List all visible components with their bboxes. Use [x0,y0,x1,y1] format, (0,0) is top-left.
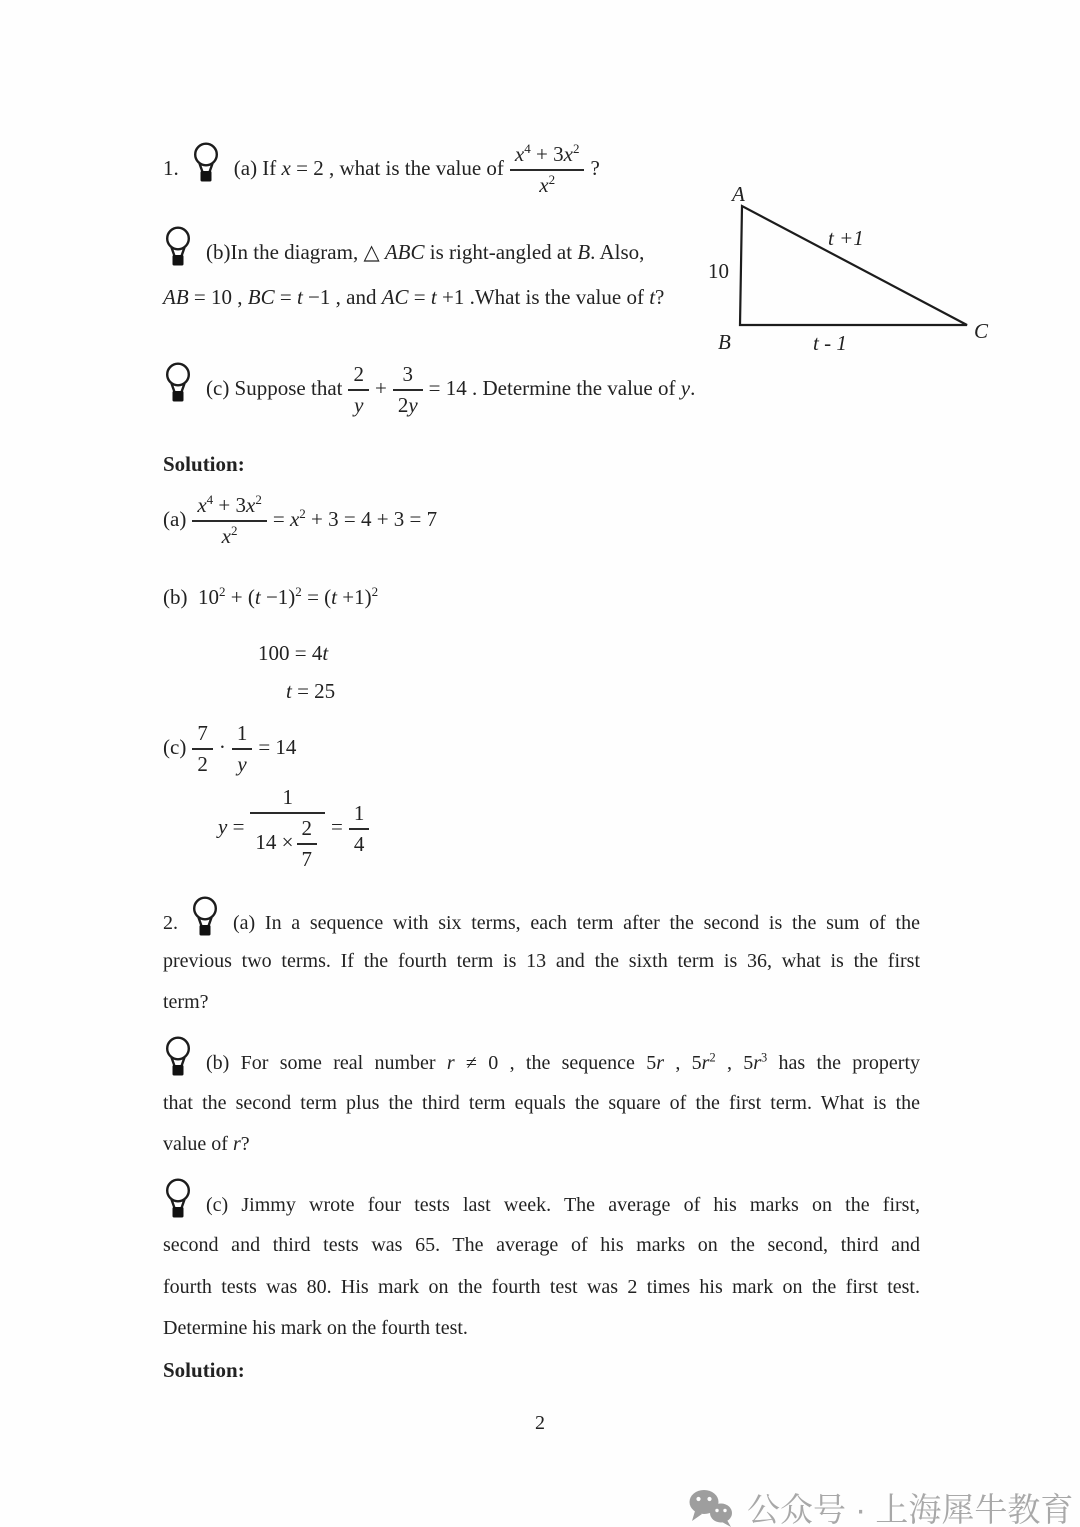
nested-fraction [297,817,318,871]
solution-1a-label: (a) [163,506,187,531]
problem-1a-question-mark: ? [590,156,600,180]
fraction [192,722,213,776]
vertex-label-a: A [732,183,745,206]
problem-2c-line1 [163,1178,920,1220]
lightbulb-icon [163,1036,193,1078]
equation-bc: BC = t −1 , [247,285,341,309]
fraction-numerator: 7 [197,721,208,745]
y-equals: y = [218,814,245,839]
watermark-text: 公众号 · 上海犀牛教育 [747,1491,1074,1527]
problem-1-number: 1. [163,156,179,180]
problem-2b-line2: that the second term plus the third term equals the square of the first term. What is the [163,1092,920,1114]
problem-1b-question-text: What is the value of [474,285,650,309]
solution-1a-line [163,494,437,548]
problem-1b-text3: . Also, [590,240,645,264]
solution-1c-line1 [163,722,296,776]
problem-2c-text: (c) Jimmy wrote four tests last week. The average of his marks on the first, [206,1194,920,1216]
problem-1b-text2: is right-angled at [424,240,578,264]
problem-2a-line3: term? [163,991,209,1013]
lightbulb-icon [190,896,220,938]
vertex-b-reference: B [577,240,591,264]
equals-14: = 14 [258,734,297,759]
solution-1c-line2 [218,786,375,871]
vertex-label-b: B [718,330,731,354]
fraction-numerator: 3 [402,362,413,387]
fraction-numerator: 2 [301,816,313,841]
sequence-term-2: $5r^2$ [691,1050,716,1074]
lightbulb-icon [191,142,221,184]
problem-1a-text: , what is the value of [323,156,504,180]
fraction-denominator: 7 [297,843,318,871]
fraction-denominator: y [232,748,253,776]
fraction [232,722,253,776]
equals-sign: = [331,814,343,839]
solution-1c-label: (c) [163,734,187,759]
variable-y: y. [680,376,696,400]
problem-1b-line2 [163,284,664,311]
fraction [393,363,423,417]
lightbulb-icon [163,1178,193,1220]
page-number: 2 [535,1412,545,1434]
problem-1a-line [163,142,600,197]
problem-2b-line1 [163,1036,920,1078]
problem-2b-text3: has the property [767,1052,921,1074]
fraction-numerator: $x^4 + 3x^2$ [197,492,262,517]
problem-1b-text1: (b)In the diagram, [206,240,364,264]
solution-heading: Solution: [163,452,245,476]
problem-2b-line3 [163,1131,920,1157]
problem-2c-line3: fourth tests was 80. His mark on the fourth test was 2 times his mark on the first test. [163,1276,920,1298]
problem-1b-line1 [163,226,644,268]
multiply-dot-operator: · [218,734,226,759]
connector-text: and [340,285,382,309]
fraction-denominator: 2y [393,389,423,417]
fraction [192,494,267,548]
big-fraction [250,786,325,871]
problem-2b-text4: value of [163,1133,233,1155]
right-triangle-diagram [698,183,998,358]
fraction-numerator: 1 [282,785,293,809]
equation-ab: AB = 10 , [163,285,243,309]
solution-1b-line3: t = 25 [286,679,336,703]
fraction-denominator [250,812,325,871]
equals-14: = 14 [428,376,467,400]
solution-1b-label: (b) [163,585,188,609]
plus-operator: + [374,376,387,400]
fraction-denominator: $x^2$ [192,520,267,548]
problem-2b-text1: (b) For some real number [206,1052,447,1074]
problem-2c-line2: second and third tests was 65. The average of his marks on the second, third and [163,1234,920,1256]
side-ab-length: 10 [708,259,729,283]
solution-1b-line1 [163,584,378,611]
solution-1a-result: = $x^2 + 3 = 4 + 3 = 7$ [272,505,438,531]
solution-heading: Solution: [163,1358,245,1382]
sequence-term-3: $5r^3$ [743,1050,768,1074]
problem-2c-line4: Determine his mark on the fourth test. [163,1317,468,1339]
solution-1b-line2: 100 = 4t [258,641,329,665]
triangle-abc-symbol: △ ABC [363,240,425,264]
variable-r: r [232,1133,241,1155]
side-bc-length: t - 1 [813,331,847,355]
comma-text: , [664,1052,692,1074]
pythagorean-equation: $10^2 + (t -1)^2 = (t +1)^2$ [198,584,379,609]
fraction-denominator: 4 [349,828,370,856]
problem-2-number: 2. [163,912,178,934]
fraction-numerator: 1 [236,721,248,745]
question-mark: ? [240,1133,250,1155]
fraction-denominator: 2 [192,748,213,776]
problem-1a-label: (a) If [233,156,282,180]
fraction-numerator: 1 [353,800,365,825]
side-ac-length: t +1 [828,226,864,250]
triangle-outline [740,206,967,325]
fraction [510,143,585,197]
comma-text: , [715,1052,744,1074]
result-fraction [349,802,370,856]
problem-2a-line2: previous two terms. If the fourth term is 13 and the sixth term is 36, what is the first [163,950,920,972]
r-not-zero: r ≠ 0 [446,1052,499,1074]
problem-1a-condition: x = 2 [281,156,324,180]
problem-1c-text: . Determine the value of [466,376,681,400]
problem-1c-line [163,362,695,417]
fraction-numerator: 2 [353,362,364,387]
wechat-icon [687,1488,735,1527]
equation-ac: AC = t +1 . [381,285,475,309]
denominator-text: 14 × [255,830,294,854]
fraction-denominator: $x^2$ [510,169,585,197]
watermark [687,1484,1073,1527]
lightbulb-icon [163,226,193,268]
fraction [348,363,369,417]
lightbulb-icon [163,362,193,404]
fraction-denominator: y [348,389,369,417]
problem-2a-line1 [163,896,920,938]
vertex-label-c: C [974,319,989,343]
problem-2b-text2: , the sequence [498,1052,647,1074]
fraction-numerator: $x^4 + 3x^2$ [514,141,580,167]
sequence-term-1: 5r [646,1052,665,1074]
variable-t: t? [649,285,665,309]
problem-1c-label: (c) Suppose that [206,376,343,400]
problem-2a-text: (a) In a sequence with six terms, each term after the second is the sum of the [233,912,920,934]
